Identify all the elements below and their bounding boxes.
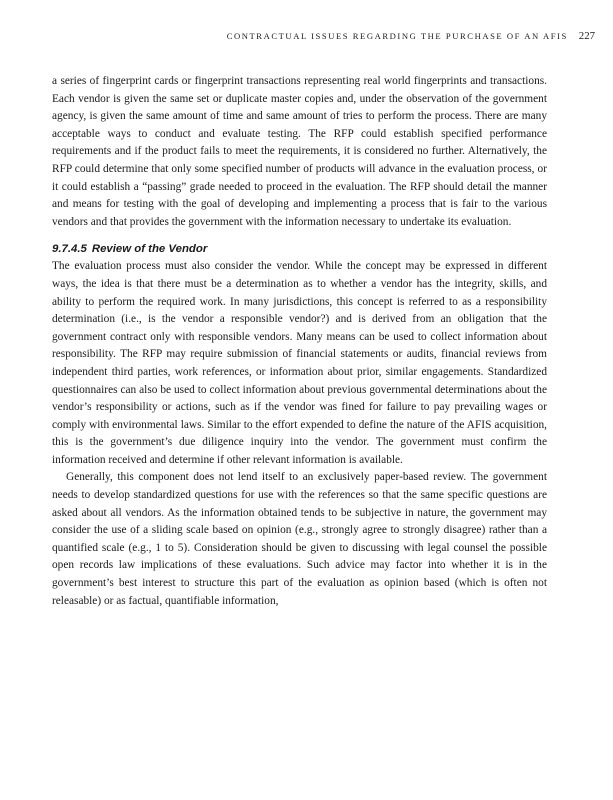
section-heading	[52, 241, 547, 258]
running-header	[52, 30, 595, 42]
paragraph-testing: a series of fingerprint cards or fingerprint transactions representing real world fingerprints and transactions. Each vendor is given the same set or duplicate master copies and, under the observation of the government agency, is given the same amount of time and same amount of tries to perform the process. There are many acceptable ways to conduct and evaluate testing. The RFP could establish specified performance requirements and if the product fails to meet the requirements, it is considered no further. Alternatively, the RFP could determine that only some specified number of products will advance in the evaluation process, or it could establish a “passing” grade needed to proceed in the evaluation. The RFP should detail the manner and means for testing with the goal of developing and implementing a process that is fair to the various vendors and that provides the government with the information necessary to undertake its evaluation.	[52, 75, 547, 228]
paragraph-references: Generally, this component does not lend itself to an exclusively paper-based review. The government needs to develop standardized questions for use with the references so that the same specific questions are asked about all vendors. As the information obtained tends to be subjective in nature, the government may consider the use of a sliding scale based on opinion (e.g., strongly agree to strongly disagree) rather than a quantified scale (e.g., 1 to 5). Consideration should be given to discussing with legal counsel the possible open records law implications of these evaluations. Such advice may factor into whether it is in the government’s best interest to structure this part of the evaluation as opinion based (which is often not releasable) or as factual, quantifiable information,	[52, 471, 547, 607]
section-number: 9.7.4.5	[52, 243, 87, 256]
page-number: 227	[578, 30, 595, 42]
running-head-title: CONTRACTUAL ISSUES REGARDING THE PURCHASE OF AN AFIS	[226, 31, 568, 41]
body-text	[52, 73, 547, 610]
section-title: Review of the Vendor	[91, 243, 208, 256]
paragraph-vendor-review: The evaluation process must also consider the vendor. While the concept may be expressed in different ways, the idea is that there must be a determination as to whether a vendor has the integrity, skills, and ability to perform the required work. In many jurisdictions, this concept is referred to as a responsibility determination (i.e., is the vendor a responsible vendor?) and is derived from an obligation that the government contract only with responsible vendors. Many means can be used to collect information about responsibility. The RFP may require submission of financial statements or audits, financial reviews from independent third parties, work references, or information about prior, similar engagements. Standardized questionnaires can also be used to collect information about previous governmental determinations about the vendor’s responsibility or actions, such as if the vendor was fined for failure to pay prevailing wages or comply with environmental laws. Similar to the effort expended to define the nature of the AFIS acquisition, this is the government’s due diligence inquiry into the vendor. The government must confirm the information received and determine if other relevant information is available.	[52, 260, 547, 466]
